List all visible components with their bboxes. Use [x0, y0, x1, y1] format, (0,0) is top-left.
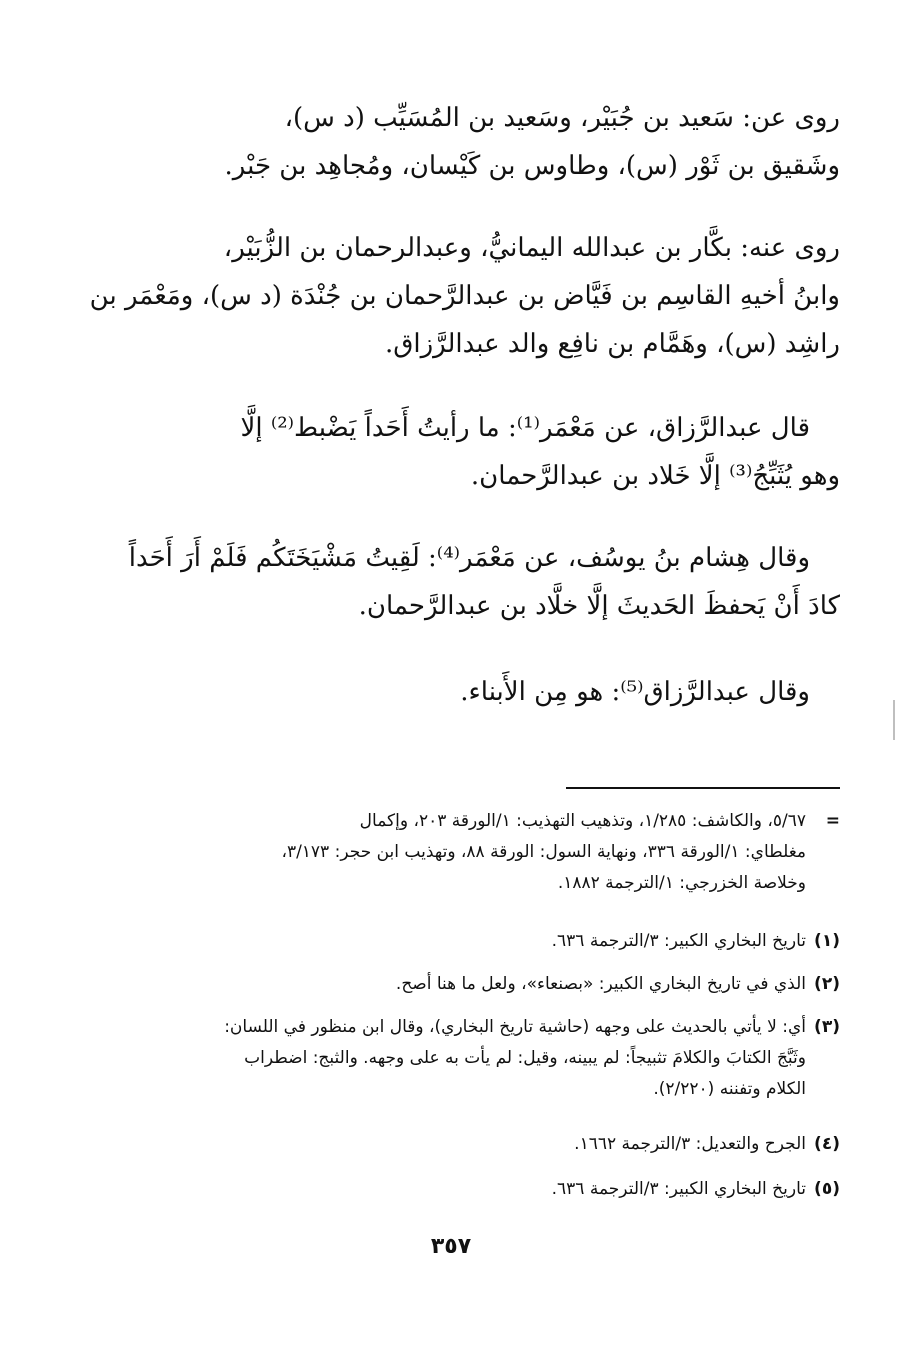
footnote-text: وخلاصة الخزرجي: ١/الترجمة ١٨٨٢. — [557, 873, 806, 893]
paragraph-narrated-from — [140, 94, 840, 190]
footnote-text: الذي في تاريخ البخاري الكبير: «بصنعاء»، ولعل ما هنا أصح. — [395, 974, 806, 994]
text-line: وقال هِشام بنُ يوسُف، عن مَعْمَر⁽⁴⁾: لَقِيتُ مَشْيَخَتَكُم فَلَمْ أَرَ أَحَداً — [128, 543, 810, 573]
footnote-marker: = — [825, 811, 840, 831]
footnote-text: الكلام وتفننه (٢/٢٢٠). — [653, 1079, 806, 1099]
scan-edge-mark — [893, 700, 895, 740]
paragraph-narrated-by — [89, 224, 840, 368]
text-line: وهو يُثَبِّجُ⁽³⁾ إلَّا خَلاد بن عبدالرَّحمان. — [470, 461, 840, 491]
footnote-continuation — [140, 806, 840, 899]
footnote-marker: (٤) — [814, 1134, 840, 1154]
text-line: راشِد (س)، وهَمَّام بن نافِع والد عبدالرَّزاق. — [384, 329, 840, 359]
footnote-1 — [140, 926, 840, 957]
paragraph-abnaa — [140, 668, 840, 716]
footnote-text: الجرح والتعديل: ٣/الترجمة ١٦٦٢. — [574, 1134, 806, 1154]
footnote-text: وثَبَّجَ الكتابَ والكلامَ تثبيجاً: لم يبينه، وقيل: لم يأت به على وجهه. والثبج: اضطراب — [244, 1048, 806, 1068]
text-line: روى عن: سَعيد بن جُبَيْر، وسَعيد بن المُسَيِّب (د س)، — [284, 103, 840, 133]
footnote-marker: (٢) — [814, 974, 840, 994]
text-line: كادَ أَنْ يَحفظَ الحَديثَ إلَّا خلَّاد بن عبدالرَّحمان. — [358, 591, 840, 621]
text-line: قال عبدالرَّزاق، عن مَعْمَر⁽¹⁾: ما رأيتُ أَحَداً يَضْبط⁽²⁾ إلَّا — [240, 413, 810, 443]
footnote-text: تاريخ البخاري الكبير: ٣/الترجمة ٦٣٦. — [551, 931, 806, 951]
paragraph-hisham-quote — [128, 534, 840, 630]
paragraph-abdulrazzaq-quote — [140, 404, 840, 500]
footnote-text: أي: لا يأتي بالحديث على وجهه (حاشية تاريخ البخاري)، وقال ابن منظور في اللسان: — [224, 1017, 806, 1037]
footnote-5 — [140, 1174, 840, 1205]
footnote-marker: (٣) — [814, 1017, 840, 1037]
footnote-text: ٥/٦٧، والكاشف: ١/٢٨٥، وتذهيب التهذيب: ١/الورقة ٢٠٣، وإكمال — [359, 811, 806, 831]
page-number: ٣٥٧ — [430, 1234, 472, 1259]
footnote-4 — [140, 1129, 840, 1160]
footnote-text: تاريخ البخاري الكبير: ٣/الترجمة ٦٣٦. — [551, 1179, 806, 1199]
text-line: وشَقيق بن ثَوْر (س)، وطاوس بن كَيْسان، ومُجاهِد بن جَبْر. — [224, 151, 840, 181]
text-line: روى عنه: بكَّار بن عبدالله اليمانيُّ، وعبدالرحمان بن الزُّبَيْر، — [223, 233, 840, 263]
footnote-2 — [140, 969, 840, 1000]
text-line: وقال عبدالرَّزاق⁽⁵⁾: هو مِن الأَبناء. — [460, 677, 810, 707]
footnote-marker: (١) — [814, 931, 840, 951]
footnote-separator — [566, 787, 840, 789]
footnote-marker: (٥) — [814, 1179, 840, 1199]
footnote-text: مغلطاي: ١/الورقة ٣٣٦، ونهاية السول: الورقة ٨٨، وتهذيب ابن حجر: ٣/١٧٣، — [281, 842, 806, 862]
footnote-3 — [140, 1012, 840, 1105]
text-line: وابنُ أخيهِ القاسِم بن فَيَّاض بن عبدالرَّحمان بن جُنْدَة (د س)، ومَعْمَر بن — [89, 281, 840, 311]
